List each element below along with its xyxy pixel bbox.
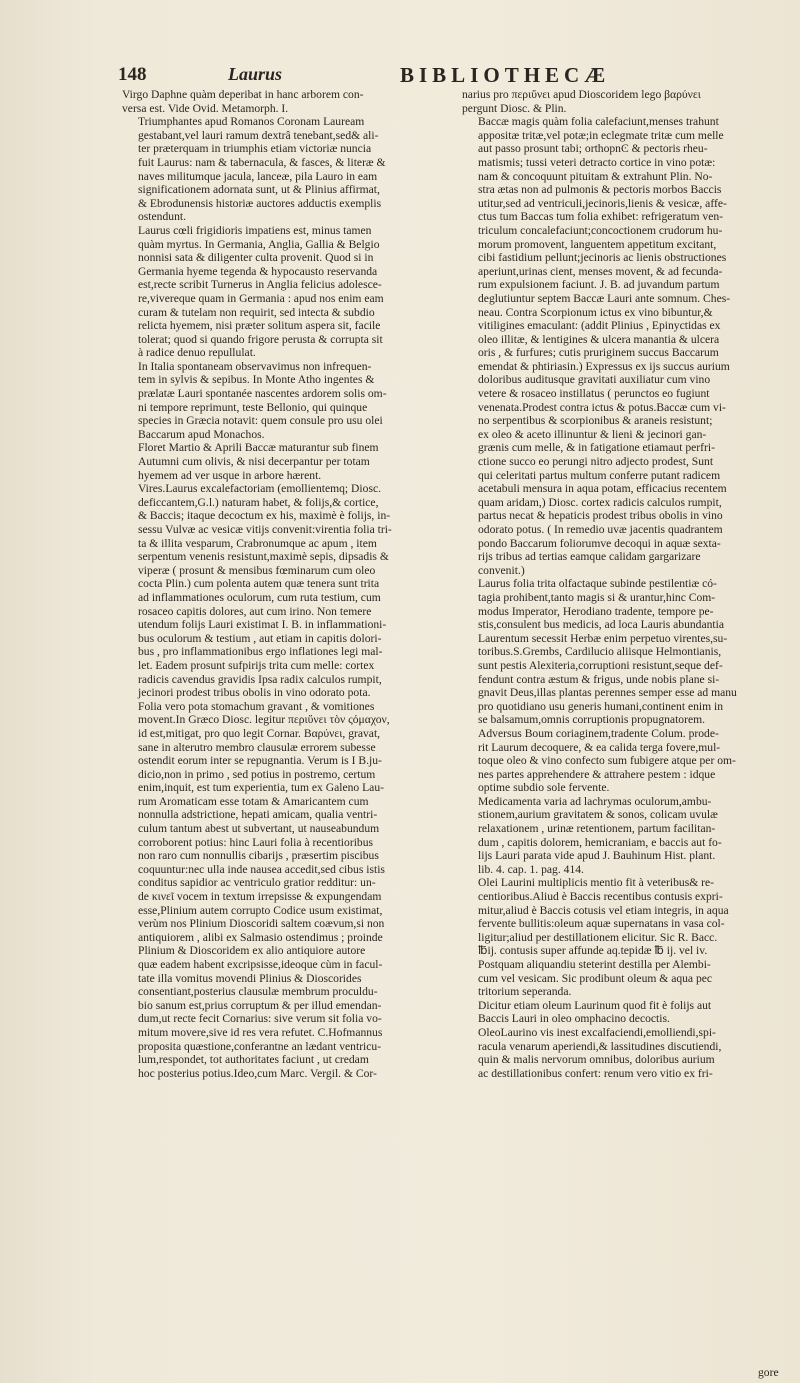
text-line: rijs tribus ad tertias eamque calidam gargarizare <box>478 550 701 564</box>
text-line: matismis; tussi veteri detracto cortice in vino potæ: <box>478 155 716 169</box>
text-line: centioribus.Aliud è Baccis recentibus contusis expri- <box>478 890 723 904</box>
paragraph <box>462 88 794 115</box>
text-line: id est,mitigat, pro quo legit Cornar. Βαρύνει, gravat, <box>138 726 381 740</box>
text-line: pergunt Diosc. & Plin. <box>462 101 567 115</box>
text-line: pro quotidiano usu generis humani,continent enim in <box>478 699 724 713</box>
text-line: quæ eadem habent excripsisse,ideoque cùm in facul- <box>138 958 383 971</box>
text-line: acetabuli mensura in aqua potam, efficacius recentem <box>478 482 727 496</box>
text-line: In Italia spontaneam observavimus non infrequen- <box>138 359 372 373</box>
text-line: relaxationem , urinæ retentionem, partum facilitan- <box>478 822 716 836</box>
text-line: proposita quæstione,conferantne an lædant ventricu- <box>138 1039 382 1053</box>
catchword: gore <box>758 1366 779 1379</box>
text-line: modus Imperator, Herodiano tradente, tempore pe- <box>478 604 714 618</box>
text-line: ligitur;aliud per destillationem elicitur. Sic R. Bacc. <box>478 930 718 944</box>
text-line: se balsamum,omnis corruptionis propugnatorem. <box>478 713 706 727</box>
text-line: dicio,non in primo , sed potius in postremo, certum <box>138 767 376 781</box>
text-line: naves militumque jacula, lanceæ, pila Lauro in eam <box>138 169 378 183</box>
text-line: tolerat; quod si quando frigore perusta & corrupta sit <box>138 332 383 346</box>
text-line: grænis cum melle, & in fatigatione etiamaut perfri- <box>478 441 715 455</box>
text-line: mitum movere,sive id res vera refutet. C.Hofmannus <box>138 1025 383 1039</box>
text-line: Folia vero pota stomachum gravant , & vomitiones <box>138 699 375 713</box>
text-line: partus necat & hepaticis prodest tribus obolis in vino <box>478 509 723 523</box>
text-line: est,recte scribit Turnerus in Anglia felicius adolesce- <box>138 278 382 292</box>
paragraph <box>462 1026 794 1080</box>
text-line: ad inflammationes oculorum, cum ruta testium, cum <box>138 590 381 604</box>
text-line: consentiant,posterius clausulæ membrum proculdu- <box>138 985 378 999</box>
text-line: & Ebrodunensis historiæ auctores adductis exemplis <box>138 196 382 210</box>
text-line: tagia prohibent,tanto magis si & urantur,hinc Com- <box>478 590 716 604</box>
text-line: triculum concalefaciunt;concoctionem crudorum hu- <box>478 223 723 237</box>
paragraph <box>122 115 454 224</box>
text-line: racula venarum aperiendi,& lassitudines discutiendi, <box>478 1039 722 1053</box>
text-line: & Baccis; itaque decoctum ex his, maximè è folijs, in- <box>138 509 391 523</box>
text-line: lib. 4. cap. 1. pag. 414. <box>478 862 584 876</box>
text-line: qui celeritati partus multum conferre putant radicem <box>478 468 721 482</box>
text-line: stionem,aurium gravitatem & sonos, colicam uvulæ <box>478 808 718 822</box>
text-line: viperæ ( prosunt & mensibus fœminarum cum oleo <box>138 563 376 577</box>
text-line: culum tantum abest ut subvertant, ut nauseabundum <box>138 822 380 836</box>
paragraph <box>462 577 794 727</box>
text-line: Autumni cum olivis, & nisi decerpantur per totam <box>138 455 370 469</box>
text-line: odorato potus. ( In remedio uvæ jacentis quadrantem <box>478 523 723 536</box>
text-line: ni tempore reprimunt, teste Bellonio, qui quinque <box>138 400 368 414</box>
text-line: Floret Martio & Aprili Baccæ maturantur sub finem <box>138 441 379 455</box>
paragraph <box>122 224 454 360</box>
text-line: Postquam aliquandiu steterint destilla per Alembi- <box>478 958 711 971</box>
text-line: cocta Plin.) cum polenta autem quæ tenera sunt trita <box>138 577 380 591</box>
text-line: hoc posterius potius.Ideo,cum Marc. Vergil. & Cor- <box>138 1066 377 1080</box>
text-line: venenata.Prodest contra ictus & potus.Baccæ cum vi- <box>478 400 726 414</box>
text-line: narius pro περιὕνει apud Dioscoridem lego βαρύνει <box>462 88 701 101</box>
text-line: gnavit Deus,illas plantas perennes semper esse ad manu <box>478 686 737 700</box>
text-line: let. Eadem prosunt sufpirijs trita cum melle: cortex <box>138 658 375 672</box>
text-line: oris , & furfures; cutis pruriginem succus Baccarum <box>478 346 719 360</box>
text-line: ex oleo & aceto illinuntur & lieni & jecinori gan- <box>478 427 707 441</box>
text-line: cum vel vesicam. Sic prodibunt oleum & aqua pec <box>478 971 713 985</box>
text-line: Baccæ magis quàm folia calefaciunt,menses trahunt <box>478 115 719 129</box>
text-line: de κινεῖ vocem in textum irrepsisse & expungendam <box>138 890 382 904</box>
text-line: fervente bullitis:oleum aquæ supernatans in vasa col- <box>478 917 725 931</box>
text-line: quàm myrtus. In Germania, Anglia, Gallia & Belgio <box>138 237 380 251</box>
text-line: verùm nos Plinium Dioscoridi saltem coævum,si non <box>138 917 385 931</box>
paragraph <box>462 958 794 999</box>
text-line: fuit Laurus: nam & tabernacula, & fasces, & literæ & <box>138 155 386 169</box>
text-line: re,vivereque quam in Germania : apud nos enim eam <box>138 291 384 305</box>
text-line: rum expulsionem faciunt. J. B. ad juvandum partum <box>478 278 720 292</box>
text-line: serpentum venenis resistunt,maximè sepis, dipsadis & <box>138 550 389 564</box>
text-line: relicta hyemem, nisi præter solitum aspera sit, facile <box>138 319 381 333</box>
text-line: doloribus auditusque gravitati auxiliatur cum vino <box>478 373 711 387</box>
text-line: Virgo Daphne quàm deperibat in hanc arborem con- <box>122 88 364 101</box>
text-line: appositæ tritæ,vel potæ;in eclegmate tritæ cum melle <box>478 128 724 142</box>
text-line: esse,Plinium autem corrupto Codice usum existimat, <box>138 903 383 917</box>
text-line: jecinori prodest tribus obolis in vino odorato pota. <box>138 686 371 700</box>
paragraph <box>122 441 454 482</box>
text-line: oleo illitæ, & lentigines & ulcera manantia & ulcera <box>478 332 720 346</box>
paragraph <box>122 482 454 1080</box>
text-line: tritorium seperanda. <box>478 985 572 999</box>
text-line: emendat & phtiriasin.) Expressus ex ijs succus aurium <box>478 359 730 373</box>
paragraph <box>462 795 794 877</box>
left-column <box>122 88 454 1080</box>
text-line: rosaceo capitis dolores, aut cum irino. Non temere <box>138 604 372 618</box>
paragraph <box>462 999 794 1026</box>
text-line: conditus sapidior ac ventriculo gratior redditur: un- <box>138 876 376 890</box>
text-line: Medicamenta varia ad lachrymas oculorum,ambu- <box>478 794 712 808</box>
text-line: ostendunt. <box>138 210 186 224</box>
text-line: lum,respondet, tot authoritates faciunt , ut credam <box>138 1053 369 1067</box>
page-number: 148 <box>118 64 147 85</box>
text-line: utitur,sed ad ventriculi,jecinoris,lienis & vesicæ, affe- <box>478 196 727 210</box>
text-line: Laurentum secessit Herbæ enim perpetuo virentes,su- <box>478 631 728 645</box>
text-line: radicis cavendus gravidis Ipsa radix calculos rumpit, <box>138 672 382 686</box>
text-line: Plinium & Dioscoridem ex alio antiquiore autore <box>138 944 366 958</box>
text-line: Laurus cœli frigidioris impatiens est, minus tamen <box>138 223 372 237</box>
text-line: aut passo prosunt tabi; orthopnϾ & pectoris rheu- <box>478 142 708 156</box>
text-line: movent.In Græco Diosc. legitur περιὕνει τὸν ςόμαχον, <box>138 713 390 727</box>
text-line: à radice denuo repullulat. <box>138 346 256 360</box>
text-line: Germania hyeme tegenda & hypocausto reservanda <box>138 264 378 278</box>
text-line: toribus.S.Grembs, Cardilucio aliisque Helmontianis, <box>478 645 722 659</box>
text-line: significationem adornata sunt, ut & Plinius affirmat, <box>138 183 380 197</box>
text-line: mitur,aliud è Baccis cotusis vel etiam integris, in aqua <box>478 903 729 917</box>
text-line: versa est. Vide Ovid. Metamorph. I. <box>122 101 289 115</box>
text-line: ostendit eorum inter se repugnantia. Verum is I B.ju- <box>138 754 382 768</box>
text-line: dum,ut recte fecit Cornarius: sive verum sit folia vo- <box>138 1012 382 1026</box>
paragraph <box>122 88 454 115</box>
text-line: pondo Baccarum foliorumve decoqui in aquæ sexta- <box>478 536 721 550</box>
text-line: Dicitur etiam oleum Laurinum quod fit è folijs aut <box>478 998 712 1012</box>
paragraph <box>462 727 794 795</box>
text-line: cibi fastidium pellunt;jecinoris ac lienis obstructiones <box>478 251 727 265</box>
text-line: Triumphantes apud Romanos Coronam Lauream <box>138 115 365 129</box>
text-line: prælatæ Lauri spontanée nascentes ardorem solis om- <box>138 387 387 401</box>
text-line: stis,consulent bus medicis, ad loca Lauris abundantia <box>478 618 724 632</box>
text-line: rum Aromaticam esse totam & Amaricantem cum <box>138 794 369 808</box>
text-line: dum , capitis dolorem, hemicraniam, e baccis aut fo- <box>478 835 722 849</box>
text-line: ta & illita vesparum, Crabronumque ac apum , item <box>138 536 377 550</box>
text-line: lijs Lauri parata vide apud J. Bauhinum Hist. plant. <box>478 849 716 863</box>
text-line: nonnisi sata & diligenter culta provenit. Quod si in <box>138 251 374 265</box>
text-line: Baccarum apud Monachos. <box>138 427 265 441</box>
text-line: neau. Contra Scorpionum ictus ex vino bibuntur,& <box>478 305 713 319</box>
text-line: stra ætas non ad pulmonis & pectoris morbos Baccis <box>478 183 722 197</box>
text-line: species in Græcia notavit: quem consule pro usu olei <box>138 414 383 428</box>
text-line: no serpentibus & scorpionibus & araneis resistunt; <box>478 414 713 428</box>
text-line: ctus tum Baccas tum folia exhibet: refrigeratum ven- <box>478 210 723 224</box>
text-line: aperiunt,urinas cient, menses movent, & ad fecunda- <box>478 264 723 278</box>
text-line: vitiligines emaculant: (addit Plinius , Epinyctidas ex <box>478 319 721 333</box>
text-line: nes partes apprehendere & attrahere pestem : idque <box>478 767 716 781</box>
text-line: bio sanum est,prius corruptum & per illud emendan- <box>138 998 382 1012</box>
text-line: toque oleo & vino confecto sum fubigere atque per om- <box>478 754 736 768</box>
text-line: quam aridam,) Diosc. cortex radicis calculos rumpit, <box>478 495 722 509</box>
text-line: ctione succo eo perungi nitro adjecto prodest, Sunt <box>478 455 714 469</box>
text-line: bus oculorum & testium , aut etiam in capitis dolori- <box>138 631 382 645</box>
text-line: Baccis Lauri in oleo omphacino decoctis. <box>478 1012 670 1026</box>
text-line: fendunt contra æstum & frigus, unde nobis plane si- <box>478 672 720 686</box>
running-title: BIBLIOTHECÆ <box>400 63 611 87</box>
text-line: deglutiuntur septem Baccæ Lauri ante somnum. Ches- <box>478 291 731 305</box>
text-line: ter præterquam in triumphis etiam victoriæ nuncia <box>138 142 372 156</box>
text-line: Vires.Laurus excalefactoriam (emollientemq; Diosc. <box>138 482 381 496</box>
text-line: hyemem ad ver usque in arbore hærent. <box>138 468 322 482</box>
text-line: ac destillationibus confert: renum vero vitio ex fri- <box>478 1066 713 1080</box>
text-line: tate illa vomitus movendi Plinius & Dioscorides <box>138 971 362 985</box>
text-line: convenit.) <box>478 563 525 577</box>
text-line: enim,inquit, est tum experientia, tum ex Galeno Lau- <box>138 781 384 795</box>
text-line: nam & concoquunt pituitam & extrahunt Plin. No- <box>478 169 713 183</box>
text-line: Olei Laurini multiplicis mentio fit à veteribus& re- <box>478 876 715 890</box>
right-column <box>462 88 794 1080</box>
text-line: optime subdio sole fervente. <box>478 781 610 795</box>
paragraph <box>122 360 454 442</box>
text-line: bus , pro inflammationibus ergo inflationes legi mal- <box>138 645 383 659</box>
text-line: OleoLaurino vis inest excalfaciendi,emolliendi,spi- <box>478 1025 716 1039</box>
text-line: gestabant,vel lauri ramum dextrâ tenebant,sed& ali- <box>138 128 379 142</box>
text-line: utendum folijs Lauri existimat I. B. in inflammationi- <box>138 618 387 632</box>
text-line: nonnulla adstrictione, hepati amicam, qualia ventri- <box>138 808 378 822</box>
text-line: Adversus Boum coriaginem,tradente Colum. prode- <box>478 726 719 740</box>
text-line: sessu Vulvæ ac vesicæ vitijs convenit:virentia folia tri- <box>138 523 392 536</box>
text-line: curam & tutelam non requirit, sed intecta & subdio <box>138 305 375 319</box>
running-head <box>118 64 778 90</box>
text-line: coquuntur:nec ulla inde nausea accedit,sed cibus istis <box>138 862 385 876</box>
text-line: ℔ij. contusis super affunde aq.tepidæ ℔ ij. vel iv. <box>478 944 708 958</box>
text-line: rit Laurum decoquere, & ea calida terga fovere,mul- <box>478 740 721 754</box>
running-headword: Laurus <box>228 64 283 84</box>
text-line: quin & malis nervorum omnibus, doloribus aurium <box>478 1053 715 1067</box>
paragraph <box>462 876 794 958</box>
text-line: deficcantem,G.l.) naturam habet, & folijs,& cortice, <box>138 495 379 509</box>
text-line: sane in alterutro membro clausulæ errorem subesse <box>138 740 376 754</box>
text-line: Laurus folia trita olfactaque subinde pestilentiæ có- <box>478 577 717 591</box>
text-line: non raro cum nonnullis cibarijs , præsertim piscibus <box>138 849 379 863</box>
text-line: morum promovent, languentem appetitum excitant, <box>478 237 717 251</box>
text-line: tem in sylvis & sepibus. In Monte Atho ingentes & <box>138 373 375 387</box>
text-line: antiquiorem , alibi ex Salmasio ostendimus ; proinde <box>138 930 383 944</box>
text-line: sunt pestis Alexiteria,corruptioni resistunt,seque def- <box>478 658 723 672</box>
text-line: vetere & rosaceo instillatus ( perunctos eo fugiunt <box>478 387 710 401</box>
text-line: corroborent potius: hinc Lauri folia à recentioribus <box>138 835 374 849</box>
paragraph <box>462 115 794 577</box>
